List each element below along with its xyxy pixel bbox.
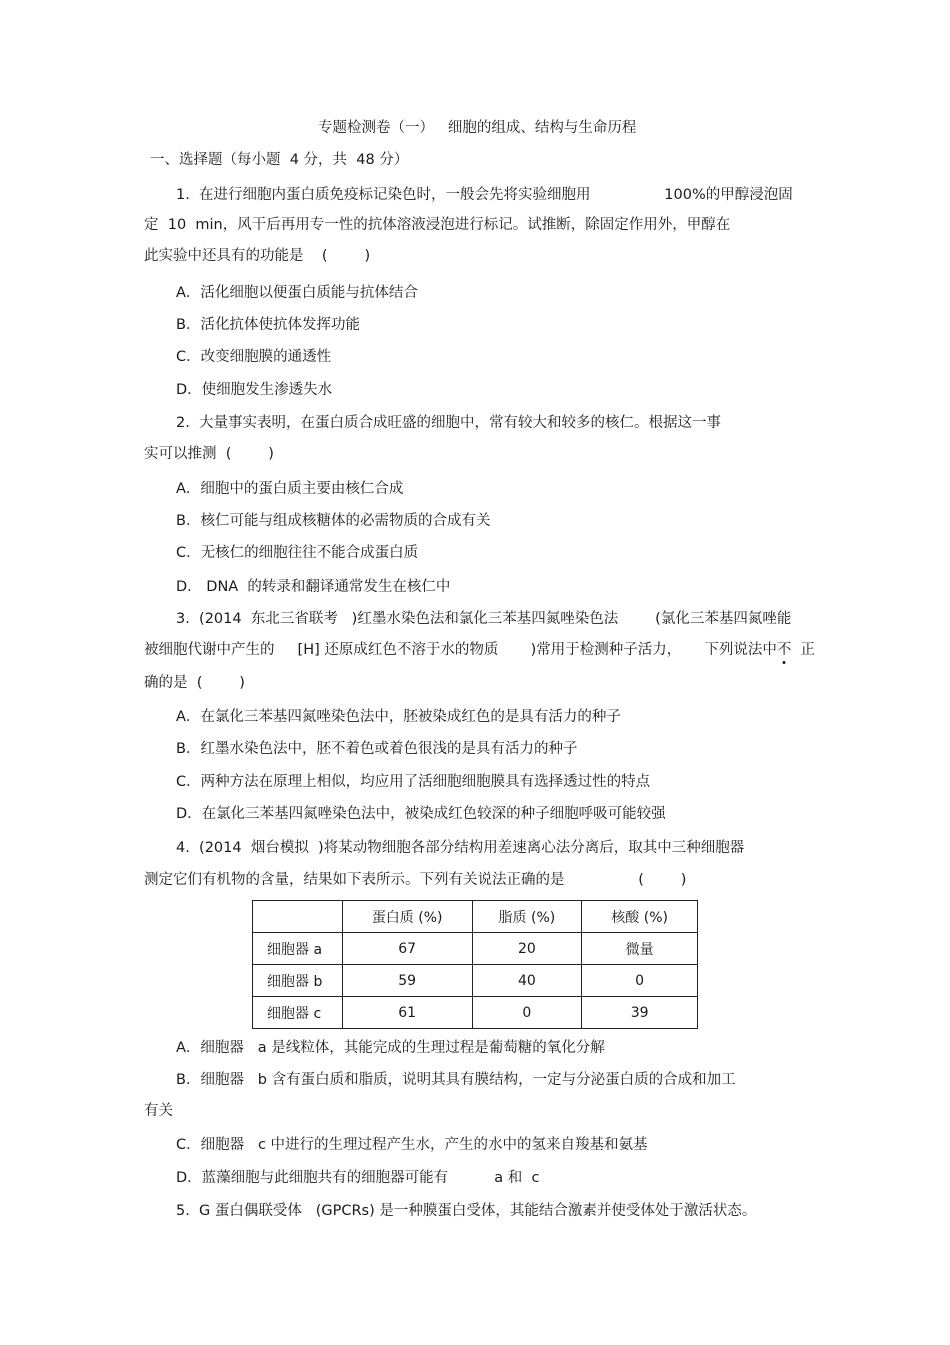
table-header-row (253, 901, 698, 933)
table-header-cell (253, 901, 343, 933)
table-row (253, 933, 698, 965)
emphasis-dot-word: 不 (776, 642, 792, 658)
table-cell: 61 (342, 997, 472, 1029)
table-row (253, 965, 698, 997)
table-cell: 细胞器 b (253, 965, 343, 997)
table-cell: 59 (342, 965, 472, 997)
question-3-line-2-tail: 正 (791, 642, 816, 658)
table-cell: 细胞器 c (253, 997, 343, 1029)
page-title: 专题检测卷（一） 细胞的组成、结构与生命历程 (318, 120, 637, 136)
question-1-option-d: D．使细胞发生渗透失水 (176, 382, 333, 398)
table-cell: 细胞器 a (253, 933, 343, 965)
question-3-line-2 (144, 640, 815, 660)
question-4-option-b: B．细胞器 b 含有蛋白质和脂质，说明其具有膜结构，一定与分泌蛋白质的合成和加工 (176, 1072, 736, 1088)
table-header-cell: 脂质 (%) (472, 901, 582, 933)
organelle-composition-table (252, 900, 698, 1029)
question-3-option-a: A．在氯化三苯基四氮唑染色法中，胚被染成红色的是具有活力的种子 (176, 709, 621, 725)
question-2-option-a: A．细胞中的蛋白质主要由核仁合成 (176, 481, 404, 497)
question-3-option-d: D．在氯化三苯基四氮唑染色法中，被染成红色较深的种子细胞呼吸可能较强 (176, 806, 666, 822)
question-3-option-c: C．两种方法在原理上相似，均应用了活细胞细胞膜具有选择透过性的特点 (176, 774, 651, 790)
table-row (253, 997, 698, 1029)
question-3-option-b: B．红墨水染色法中，胚不着色或着色很浅的是具有活力的种子 (176, 741, 578, 757)
question-2-line-2: 实可以推测 ( ) (144, 446, 274, 462)
table-cell: 40 (472, 965, 582, 997)
section-heading: 一、选择题（每小题 4 分，共 48 分） (150, 152, 409, 168)
question-3-line-1: 3. (2014 东北三省联考 )红墨水染色法和氯化三苯基四氮唑染色法 (氯化三苯基四氮唑能 (176, 611, 792, 627)
table-cell: 0 (472, 997, 582, 1029)
table-header-cell: 核酸 (%) (582, 901, 698, 933)
question-2-option-b: B．核仁可能与组成核糖体的必需物质的合成有关 (176, 513, 491, 529)
question-1-option-b: B．活化抗体使抗体发挥功能 (176, 317, 360, 333)
table-cell: 0 (582, 965, 698, 997)
question-3-line-3: 确的是 ( ) (144, 675, 245, 691)
question-1-line-2: 定 10 min，风干后再用专一性的抗体溶液浸泡进行标记。试推断，除固定作用外，甲醇在 (144, 217, 731, 233)
question-3-line-2-text: 被细胞代谢中产生的 [H] 还原成红色不溶于水的物质 )常用于检测种子活力， 下列说法中 (144, 642, 777, 658)
question-4-line-1: 4. (2014 烟台模拟 )将某动物细胞各部分结构用差速离心法分离后，取其中三种细胞器 (176, 840, 745, 856)
question-4-option-a: A．细胞器 a 是线粒体，其能完成的生理过程是葡萄糖的氧化分解 (176, 1040, 605, 1056)
question-2-option-c: C．无核仁的细胞往往不能合成蛋白质 (176, 545, 419, 561)
table-header-cell: 蛋白质 (%) (342, 901, 472, 933)
question-5-line-1: 5. G 蛋白偶联受体 (GPCRs) 是一种膜蛋白受体，其能结合激素并使受体处于激活状态。 (176, 1203, 757, 1219)
question-4-option-b-cont: 有关 (144, 1103, 173, 1119)
table-cell: 67 (342, 933, 472, 965)
table-cell: 39 (582, 997, 698, 1029)
question-1-line-1: 1. 在进行细胞内蛋白质免疫标记染色时，一般会先将实验细胞用 100%的甲醇浸泡固 (176, 187, 793, 203)
table-cell: 20 (472, 933, 582, 965)
question-4-line-2: 测定它们有机物的含量，结果如下表所示。下列有关说法正确的是 ( ) (144, 872, 687, 888)
question-4-option-c: C．细胞器 c 中进行的生理过程产生水，产生的水中的氢来自羧基和氨基 (176, 1137, 648, 1153)
question-1-option-c: C．改变细胞膜的通透性 (176, 349, 332, 365)
question-4-option-d: D．蓝藻细胞与此细胞共有的细胞器可能有 a 和 c (176, 1170, 540, 1186)
question-1-line-3: 此实验中还具有的功能是 ( ) (144, 248, 371, 264)
question-2-line-1: 2. 大量事实表明，在蛋白质合成旺盛的细胞中，常有较大和较多的核仁。根据这一事 (176, 415, 722, 431)
question-1-option-a: A．活化细胞以便蛋白质能与抗体结合 (176, 285, 418, 301)
table-cell: 微量 (582, 933, 698, 965)
question-2-option-d: D． DNA 的转录和翻译通常发生在核仁中 (176, 579, 451, 595)
